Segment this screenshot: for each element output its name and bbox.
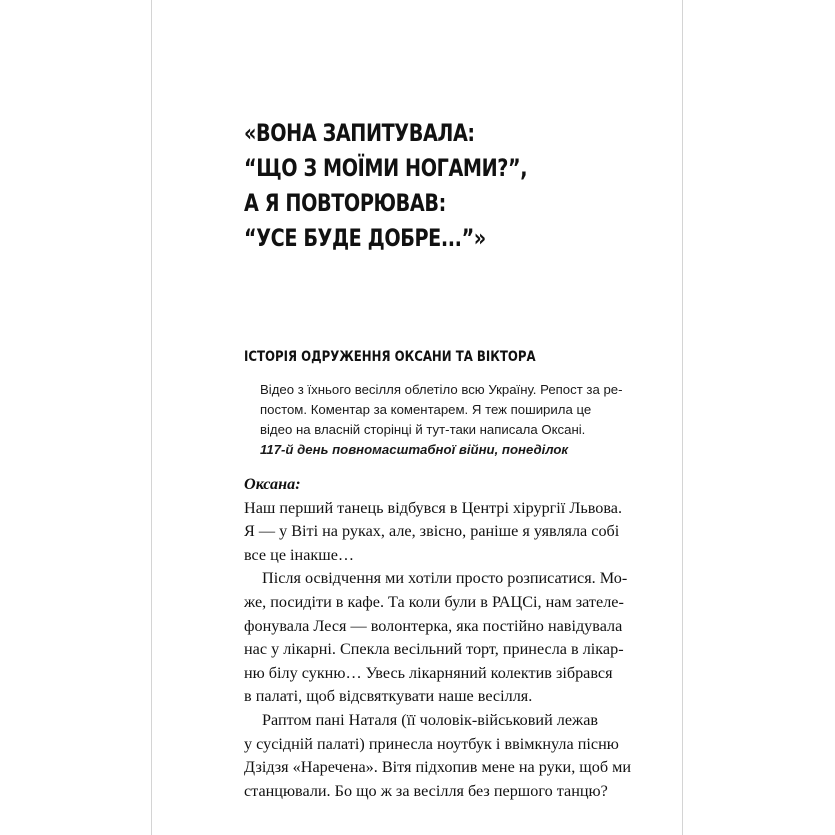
body-line: же, посидіти в кафе. Та коли були в РАЦСі, нам зателе- bbox=[244, 592, 624, 611]
title-line: «ВОНА ЗАПИТУВАЛА: bbox=[244, 119, 475, 147]
title-line: А Я ПОВТОРЮВАВ: bbox=[244, 189, 446, 217]
chapter-subtitle: ІСТОРІЯ ОДРУЖЕННЯ ОКСАНИ ТА ВІКТОРА bbox=[244, 349, 536, 365]
book-page bbox=[151, 0, 683, 835]
body-line: у сусідній палаті) принесла ноутбук і ввімкнула пісню bbox=[244, 734, 619, 753]
body-line: Наш перший танець відбувся в Центрі хірургії Львова. bbox=[244, 498, 623, 517]
body-line: Після освідчення ми хотіли просто розписатися. Мо- bbox=[262, 569, 628, 588]
intro-line: постом. Коментар за коментарем. Я теж поширила це bbox=[260, 402, 592, 417]
body-line: нас у лікарні. Спекла весільний торт, принесла в лікар- bbox=[244, 640, 624, 659]
speaker-name: Оксана: bbox=[244, 475, 301, 493]
chapter-title bbox=[244, 116, 527, 256]
body-line: ню білу сукню… Увесь лікарняний колектив зібрався bbox=[244, 663, 613, 682]
intro-paragraph bbox=[260, 380, 623, 460]
body-line: все це інакше… bbox=[244, 545, 355, 564]
body-line: Дзідзя «Наречена». Вітя підхопив мене на руки, щоб ми bbox=[244, 758, 632, 777]
dateline: 117-й день повномасштабної війни, понеділок bbox=[260, 442, 569, 457]
body-line: Раптом пані Наталя (її чоловік-військовий лежав bbox=[262, 710, 599, 729]
body-line: в палаті, щоб відсвяткувати наше весілля. bbox=[244, 687, 533, 706]
title-line: “УСЕ БУДЕ ДОБРЕ...”» bbox=[244, 224, 486, 252]
body-line: станцювали. Бо що ж за весілля без першого танцю? bbox=[244, 781, 608, 800]
intro-line: відео на власній сторінці й тут-таки написала Оксані. bbox=[260, 422, 586, 437]
body-line: фонувала Леся — волонтерка, яка постійно навідувала bbox=[244, 616, 623, 635]
intro-line: Відео з їхнього весілля облетіло всю Україну. Репост за ре- bbox=[260, 382, 623, 397]
body-text bbox=[244, 473, 634, 803]
body-line: Я — у Віті на руках, але, звісно, раніше я уявляла собі bbox=[244, 522, 620, 541]
title-line: “ЩО З МОЇМИ НОГАМИ?”, bbox=[244, 154, 528, 182]
